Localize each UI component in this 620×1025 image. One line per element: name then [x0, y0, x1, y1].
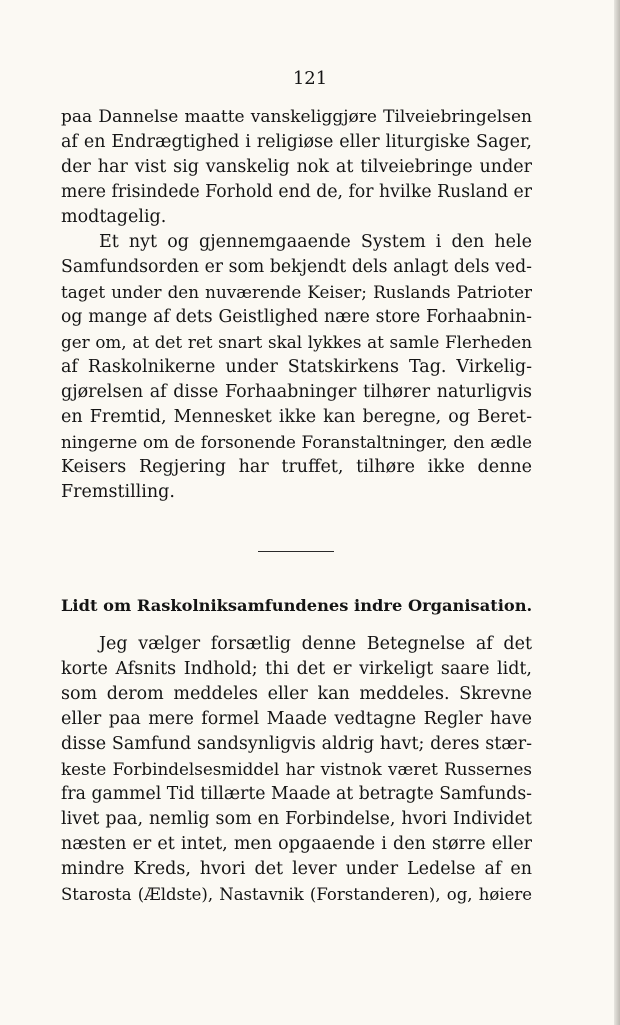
page-number: 121 [292, 68, 328, 89]
text-line: Et nyt og gjennemgaaende System i den hele [99, 232, 532, 252]
text-line: ningerne om de forsonende Foranstaltninger, den ædle [61, 432, 532, 452]
text-line: og mange af dets Geistlighed nære store Forhaabnin- [61, 307, 532, 327]
text-line: keste Forbindelsesmiddel har vistnok været Russernes [61, 759, 532, 779]
text-line: Jeg vælger forsætlig denne Betegnelse af det [99, 634, 532, 654]
text-line: disse Samfund sandsynligvis aldrig havt; deres stær- [61, 734, 532, 754]
text-line: korte Afsnits Indhold; thi det er virkeligt saare lidt, [61, 659, 532, 679]
paragraph-1 [61, 105, 532, 230]
text-line: eller paa mere formel Maade vedtagne Regler have [61, 709, 532, 729]
text-line: livet paa, nemlig som en Forbindelse, hvori Individet [61, 809, 532, 829]
paragraph-3 [61, 632, 532, 907]
text-line: mere frisindede Forhold end de, for hvilke Rusland er [61, 182, 532, 202]
text-line: af Raskolnikerne under Statskirkens Tag. Virkelig- [61, 357, 532, 377]
text-line: paa Dannelse maatte vanskeliggjøre Tilveiebringelsen [61, 107, 532, 127]
text-line: mindre Kreds, hvori det lever under Ledelse af en [61, 859, 532, 879]
text-line: Samfundsorden er som bekjendt dels anlagt dels ved- [61, 257, 532, 277]
text-line: af en Endrægtighed i religiøse eller liturgiske Sager, [61, 132, 532, 152]
text-line: som derom meddeles eller kan meddeles. Skrevne [61, 684, 532, 704]
text-line: Keisers Regjering har truffet, tilhøre ikke denne [61, 457, 532, 477]
text-line: næsten er et intet, men opgaaende i den større eller [61, 834, 532, 854]
text-line: gjørelsen af disse Forhaabninger tilhører naturligvis [61, 382, 532, 402]
text-line: modtagelig. [61, 207, 167, 227]
text-line: en Fremtid, Mennesket ikke kan beregne, og Beret- [61, 407, 532, 427]
paragraph-2 [61, 230, 532, 505]
text-line: Fremstilling. [61, 482, 175, 502]
text-line: ger om, at det ret snart skal lykkes at samle Flerheden [61, 332, 532, 352]
page-edge-shadow [614, 0, 620, 1025]
section-divider [258, 551, 334, 552]
section-heading: Lidt om Raskolniksamfundenes indre Organisation. [61, 596, 533, 615]
text-line: Starosta (Ældste), Nastavnik (Forstanderen), og, høiere [61, 885, 532, 904]
text-line: taget under den nuværende Keiser; Ruslands Patrioter [61, 282, 532, 302]
text-line: der har vist sig vanskelig nok at tilveiebringe under [61, 157, 532, 177]
text-line: fra gammel Tid tillærte Maade at betragte Samfunds- [61, 784, 532, 804]
